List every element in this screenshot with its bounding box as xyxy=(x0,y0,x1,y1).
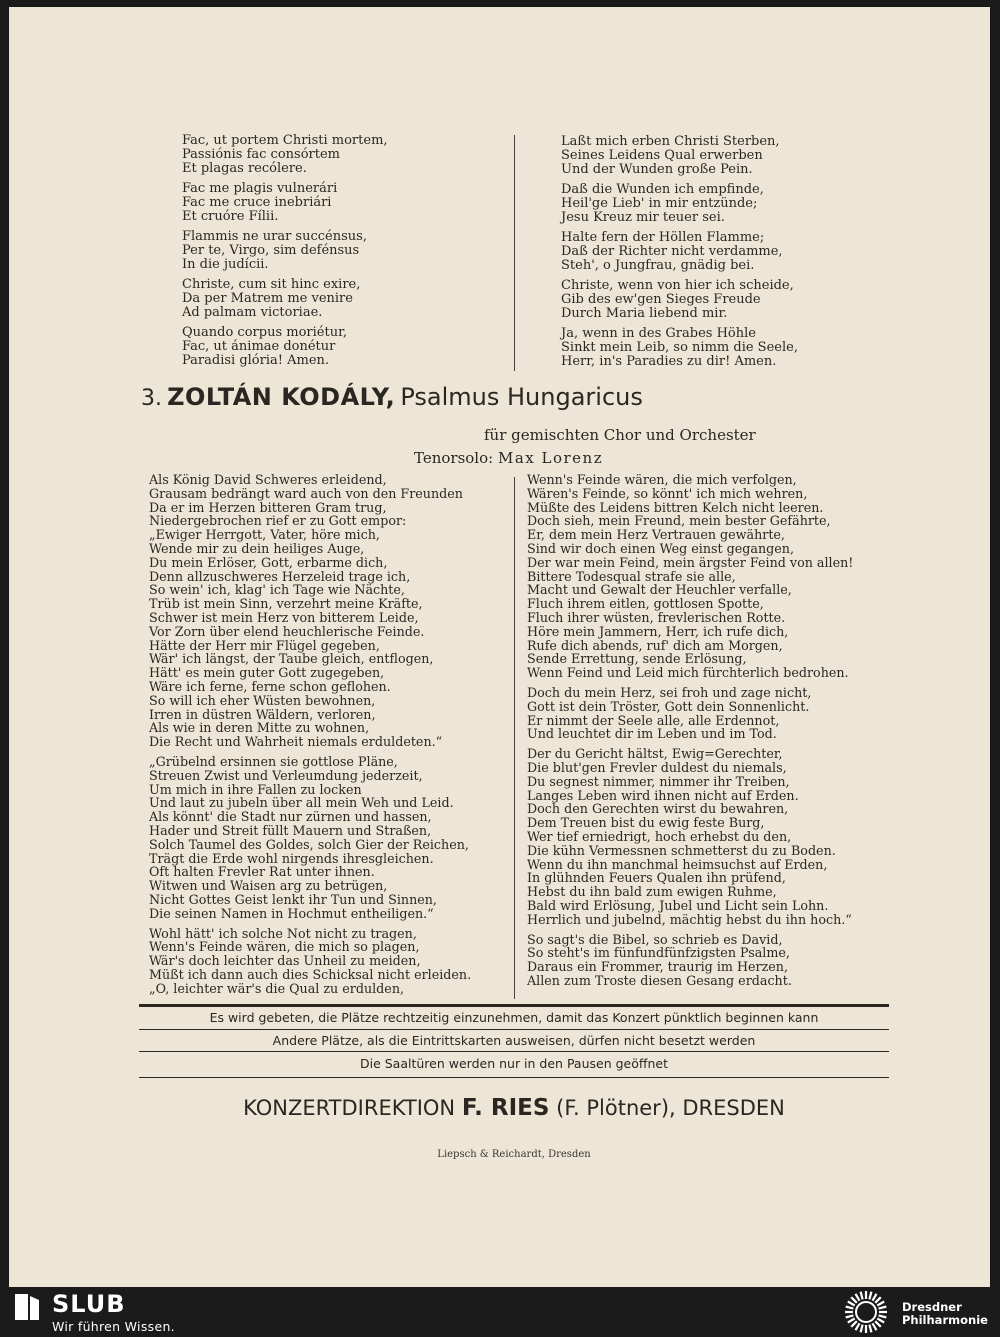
verse-line: Steh', o Jungfrau, gnädig bei. xyxy=(561,258,755,273)
logo-ray xyxy=(846,1315,854,1317)
verse-line: Gib des ew'gen Sieges Freude xyxy=(561,292,761,307)
stanza xyxy=(561,327,798,369)
verse-line: Solch Taumel des Goldes, solch Gier der Reichen, xyxy=(149,836,469,852)
german-translation-column xyxy=(561,135,798,375)
verse-line: Christe, cum sit hinc exire, xyxy=(182,277,361,292)
verse-line: Daß der Richter nicht verdamme, xyxy=(561,244,783,259)
verse-line: Die blut'gen Frevler duldest du niemals, xyxy=(527,759,787,775)
verse-line: Müßte des Leidens bittren Kelch nicht leeren. xyxy=(527,499,824,515)
verse-line: Et plagas recólere. xyxy=(182,161,307,176)
slub-logo-icon[interactable] xyxy=(12,1292,42,1322)
verse-line: Hätt' es mein guter Gott zugegeben, xyxy=(149,665,385,681)
verse-line: Fluch ihrer wüsten, frevlerischen Rotte. xyxy=(527,609,786,625)
verse-line: Jesu Kreuz mir teuer sei. xyxy=(561,210,725,225)
agency-name: F. RIES xyxy=(461,1095,550,1121)
dresdner-philharmonie-logo-icon[interactable] xyxy=(840,1289,892,1335)
verse-line: Passiónis fac consórtem xyxy=(182,147,340,162)
verse-line: Denn allzuschweres Herzeleid trage ich, xyxy=(149,568,411,584)
rule-bottom xyxy=(139,1077,889,1078)
psalm-right-column xyxy=(527,473,853,994)
verse-line: Die Recht und Wahrheit niemals erduldeten.“ xyxy=(149,734,443,750)
verse-line: Seines Leidens Qual erwerben xyxy=(561,148,763,163)
verse-line: Fluch ihrem eitlen, gottlosen Spotte, xyxy=(527,596,764,612)
verse-line: Bittere Todesqual strafe sie alle, xyxy=(527,568,736,584)
logo-ray xyxy=(877,1319,884,1323)
verse-line: Trägt die Erde wohl nirgends ihresgleichen. xyxy=(149,850,434,866)
verse-line: Müßt ich dann auch dies Schicksal nicht erleiden. xyxy=(149,966,472,982)
rule-2 xyxy=(139,1051,889,1052)
logo-ray xyxy=(875,1321,881,1327)
verse-line: Fac, ut portem Christi mortem, xyxy=(182,133,388,148)
verse-line: In die judícii. xyxy=(182,257,269,272)
verse-line: Doch du mein Herz, sei froh und zage nicht, xyxy=(527,684,812,700)
agency-prefix: KONZERTDIREKTION xyxy=(243,1096,456,1120)
agency-city: DRESDEN xyxy=(682,1096,785,1120)
slub-name[interactable]: SLUB xyxy=(52,1290,126,1318)
logo-ray xyxy=(873,1323,877,1330)
verse-line: Wenn Feind und Leid mich fürchterlich bedrohen. xyxy=(527,665,849,681)
verse-line: Paradisi glória! Amen. xyxy=(182,353,330,368)
logo-ray xyxy=(861,1325,863,1333)
verse-line: Oft halten Frevler Rat unter ihnen. xyxy=(149,864,375,880)
verse-line: Wenn du ihn manchmal heimsuchst auf Erden, xyxy=(527,856,828,872)
stanza xyxy=(182,326,388,368)
stanza xyxy=(561,231,798,273)
dresdner-philharmonie-name[interactable] xyxy=(902,1301,988,1327)
notice-seats: Andere Plätze, als die Eintrittskarten ausweisen, dürfen nicht besetzt werden xyxy=(272,1033,756,1048)
verse-line: Allen zum Troste diesen Gesang erdacht. xyxy=(527,972,792,988)
verse-line: Die seinen Namen in Hochmut entheiligen.“ xyxy=(149,905,434,921)
verse-line: Vor Zorn über elend heuchlerische Feinde. xyxy=(149,623,425,639)
dp-line2: Philharmonie xyxy=(902,1313,988,1327)
verse-line: Quando corpus moriétur, xyxy=(182,325,347,340)
verse-line: „O, leichter wär's die Qual zu erdulden, xyxy=(149,980,405,996)
stanza xyxy=(527,933,853,988)
stanza xyxy=(527,747,853,926)
verse-line: Die kühn Vermessnen schmetterst du zu Boden. xyxy=(527,842,836,858)
verse-line: So will ich eher Wüsten bewohnen, xyxy=(149,692,376,708)
verse-line: Durch Maria liebend mir. xyxy=(561,306,728,321)
logo-ray xyxy=(848,1319,855,1323)
work-heading xyxy=(141,383,643,411)
work-number: 3. xyxy=(141,386,162,411)
logo-ray xyxy=(869,1292,871,1300)
verse-line: Grausam bedrängt ward auch von den Freunden xyxy=(149,485,463,501)
logo-ray xyxy=(879,1315,887,1317)
verse-line: Irren in düstren Wäldern, verloren, xyxy=(149,706,376,722)
verse-line: Doch den Gerechten wirst du bewahren, xyxy=(527,801,789,817)
logo-ray xyxy=(879,1307,887,1309)
verse-line: Als wie in deren Mitte zu wohnen, xyxy=(149,720,370,736)
verse-line: Christe, wenn von hier ich scheide, xyxy=(561,278,794,293)
verse-line: Doch sieh, mein Freund, mein bester Gefährte, xyxy=(527,513,831,529)
verse-line: So sagt's die Bibel, so schrieb es David, xyxy=(527,931,783,947)
column-divider-top xyxy=(514,135,515,371)
verse-line: Wenn's Feinde wären, die mich verfolgen, xyxy=(527,472,797,487)
logo-ray xyxy=(851,1321,857,1327)
soloist-name: Max Lorenz xyxy=(497,449,604,467)
logo-ray xyxy=(851,1297,857,1303)
verse-line: Um mich in ihre Fallen zu locken xyxy=(149,781,362,797)
verse-line: „Grübelnd ersinnen sie gottlose Pläne, xyxy=(149,753,398,769)
work-subtitle: für gemischten Chor und Orchester xyxy=(484,426,756,444)
verse-line: Und der Wunden große Pein. xyxy=(561,162,753,177)
verse-line: Er, dem mein Herz Vertrauen gewährte, xyxy=(527,527,785,543)
stanza xyxy=(149,755,471,921)
verse-line: Fac me plagis vulnerári xyxy=(182,181,338,196)
verse-line: Der du Gericht hältst, Ewig=Gerechter, xyxy=(527,746,783,762)
stanza xyxy=(149,473,471,749)
verse-line: Schwer ist mein Herz von bitterem Leide, xyxy=(149,609,419,625)
verse-line: Hebst du ihn bald zum ewigen Ruhme, xyxy=(527,884,777,900)
verse-line: Als könnt' die Stadt nur zürnen und hassen, xyxy=(149,809,432,825)
verse-line: Rufe dich abends, ruf' dich am Morgen, xyxy=(527,637,783,653)
verse-line: Wär' ich längst, der Taube gleich, entflogen, xyxy=(149,651,434,667)
verse-line: Bald wird Erlösung, Jubel und Licht sein Lohn. xyxy=(527,897,829,913)
verse-line: Da per Matrem me venire xyxy=(182,291,353,306)
verse-line: Sind wir doch einen Weg einst gegangen, xyxy=(527,540,794,556)
viewer-footer xyxy=(0,1287,1000,1337)
notice-punctuality: Es wird gebeten, die Plätze rechtzeitig einzunehmen, damit das Konzert pünktlich beginnen kann xyxy=(209,1010,819,1025)
verse-line: Da er im Herzen bitteren Gram trug, xyxy=(149,499,387,515)
verse-line: Ja, wenn in des Grabes Höhle xyxy=(561,326,756,341)
verse-line: Der war mein Feind, mein ärgster Feind von allen! xyxy=(527,554,854,570)
verse-line: Als König David Schweres erleidend, xyxy=(149,472,387,487)
verse-line: Per te, Virgo, sim defénsus xyxy=(182,243,360,258)
column-divider-psalm xyxy=(514,477,515,999)
stanza xyxy=(182,134,388,176)
verse-line: Langes Leben wird ihnen nicht auf Erden. xyxy=(527,787,799,803)
stanza xyxy=(182,230,388,272)
verse-line: Sinkt mein Leib, so nimm die Seele, xyxy=(561,340,798,355)
verse-line: Und leuchtet dir im Leben und im Tod. xyxy=(527,726,777,742)
logo-ray xyxy=(846,1307,854,1309)
verse-line: Laßt mich erben Christi Sterben, xyxy=(561,134,780,149)
slub-tagline: Wir führen Wissen. xyxy=(52,1319,175,1334)
stanza xyxy=(182,182,388,224)
soloist-line xyxy=(414,449,603,467)
verse-line: Niedergebrochen rief er zu Gott empor: xyxy=(149,513,407,529)
concert-agency xyxy=(139,1095,889,1121)
verse-line: Witwen und Waisen arg zu betrügen, xyxy=(149,878,388,894)
verse-line: Wenn's Feinde wären, die mich so plagen, xyxy=(149,939,420,955)
verse-line: Und laut zu jubeln über all mein Weh und Leid. xyxy=(149,795,454,811)
logo-ray xyxy=(877,1302,884,1306)
logo-ray xyxy=(856,1294,860,1301)
stanza xyxy=(561,135,798,177)
stanza xyxy=(561,279,798,321)
verse-line: Halte fern der Höllen Flamme; xyxy=(561,230,765,245)
latin-text-column xyxy=(182,134,388,374)
verse-line: „Ewiger Herrgott, Vater, höre mich, xyxy=(149,527,380,543)
verse-line: Streuen Zwist und Verleumdung jederzeit, xyxy=(149,767,423,783)
stanza xyxy=(527,686,853,741)
verse-line: Trüb ist mein Sinn, verzehrt meine Kräfte, xyxy=(149,596,423,612)
stanza xyxy=(527,473,853,680)
verse-line: Nicht Gottes Geist lenkt ihr Tun und Sinnen, xyxy=(149,891,437,907)
verse-line: So wein' ich, klag' ich Tage wie Nächte, xyxy=(149,582,405,598)
logo-ray xyxy=(848,1302,855,1306)
verse-line: Et cruóre Fílii. xyxy=(182,209,279,224)
verse-line: Ad palmam victoriae. xyxy=(182,305,323,320)
verse-line: Wende mir zu dein heiliges Auge, xyxy=(149,540,365,556)
verse-line: Dem Treuen bist du ewig feste Burg, xyxy=(527,815,765,831)
verse-line: Höre mein Jammern, Herr, ich rufe dich, xyxy=(527,623,789,639)
work-title: Psalmus Hungaricus xyxy=(400,383,643,411)
verse-line: So steht's im fünfundfünfzigsten Psalme, xyxy=(527,945,790,961)
verse-line: Fac me cruce inebriári xyxy=(182,195,332,210)
stanza xyxy=(182,278,388,320)
rule-thick-top xyxy=(139,1004,889,1007)
logo-ray xyxy=(856,1323,860,1330)
verse-line: In glühnden Feuers Qualen ihn prüfend, xyxy=(527,870,786,886)
verse-line: Er nimmt der Seele alle, alle Erdennot, xyxy=(527,712,780,728)
soloist-label: Tenorsolo: xyxy=(414,449,494,467)
verse-line: Du segnest nimmer, nimmer ihr Treiben, xyxy=(527,773,790,789)
verse-line: Wohl hätt' ich solche Not nicht zu tragen, xyxy=(149,925,417,941)
composer-name: ZOLTÁN KODÁLY, xyxy=(167,383,396,411)
verse-line: Hader und Streit füllt Mauern und Straßen, xyxy=(149,822,432,838)
stanza xyxy=(561,183,798,225)
verse-line: Heil'ge Lieb' in mir entzünde; xyxy=(561,196,758,211)
logo-ray xyxy=(869,1325,871,1333)
verse-line: Sende Errettung, sende Erlösung, xyxy=(527,651,747,667)
logo-ray xyxy=(873,1294,877,1301)
verse-line: Flammis ne urar succénsus, xyxy=(182,229,367,244)
logo-ray xyxy=(861,1292,863,1300)
verse-line: Macht und Gewalt der Heuchler verfalle, xyxy=(527,582,792,598)
stanza xyxy=(149,927,471,996)
verse-line: Wer tief erniedrigt, hoch erhebst du den, xyxy=(527,828,792,844)
verse-line: Daß die Wunden ich empfinde, xyxy=(561,182,764,197)
rule-1 xyxy=(139,1029,889,1030)
verse-line: Gott ist dein Tröster, Gott dein Sonnenlicht. xyxy=(527,698,810,714)
agency-owner: (F. Plötner), xyxy=(556,1096,676,1120)
psalm-left-column xyxy=(149,473,471,1001)
verse-line: Wären's Feinde, so könnt' ich mich wehren, xyxy=(527,485,808,501)
verse-line: Hätte der Herr mir Flügel gegeben, xyxy=(149,637,380,653)
verse-line: Du mein Erlöser, Gott, erbarme dich, xyxy=(149,554,388,570)
logo-ray xyxy=(875,1297,881,1303)
verse-line: Wär's doch leichter das Unheil zu meiden, xyxy=(149,953,421,969)
verse-line: Daraus ein Frommer, traurig im Herzen, xyxy=(527,959,788,975)
verse-line: Wäre ich ferne, ferne schon geflohen. xyxy=(149,678,391,694)
program-page xyxy=(9,7,990,1287)
verse-line: Herr, in's Paradies zu dir! Amen. xyxy=(561,354,777,369)
dp-line1: Dresdner xyxy=(902,1300,962,1314)
verse-line: Fac, ut ánimae donétur xyxy=(182,339,336,354)
notice-doors: Die Saaltüren werden nur in den Pausen geöffnet xyxy=(359,1056,669,1071)
verse-line: Herrlich und jubelnd, mächtig hebst du ihn hoch.“ xyxy=(527,911,852,927)
printer-credit: Liepsch & Reichardt, Dresden xyxy=(437,1149,591,1160)
